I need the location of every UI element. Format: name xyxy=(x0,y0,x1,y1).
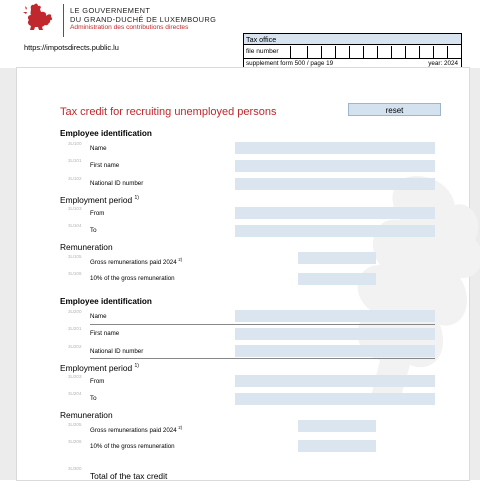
national-id-field[interactable] xyxy=(235,178,435,190)
from-date-field[interactable] xyxy=(235,207,435,219)
file-number-cell[interactable] xyxy=(447,46,461,58)
name-field[interactable] xyxy=(235,310,435,322)
gross-remuneration-label xyxy=(90,425,182,434)
field-code: 3U106 xyxy=(68,271,82,276)
name-label: Name xyxy=(90,145,107,152)
from-label: From xyxy=(90,210,105,217)
separator-line xyxy=(90,358,435,359)
remuneration-heading: Remuneration xyxy=(60,242,113,252)
file-number-cell[interactable] xyxy=(290,46,307,58)
file-number-cell[interactable] xyxy=(377,46,391,58)
field-code: 3U204 xyxy=(68,391,82,396)
file-number-cell[interactable] xyxy=(433,46,447,58)
footnote-marker: 2) xyxy=(178,425,183,430)
separator-line xyxy=(90,324,435,325)
year-label: year: 2024 xyxy=(428,60,458,67)
field-code: 3U201 xyxy=(68,326,82,331)
header-divider xyxy=(63,4,64,37)
reset-button[interactable]: reset xyxy=(348,103,441,116)
file-number-cell[interactable] xyxy=(335,46,349,58)
ten-percent-field[interactable] xyxy=(298,440,376,452)
tax-office-label: Tax office xyxy=(244,34,461,45)
first-name-field[interactable] xyxy=(235,328,435,340)
tax-office-box xyxy=(243,33,462,70)
supplement-label: supplement form 500 / page 19 xyxy=(246,60,334,67)
employment-period-text: Employment period xyxy=(60,195,133,205)
field-code: 3U100 xyxy=(68,141,82,146)
field-code: 3U203 xyxy=(68,374,82,379)
footnote-marker: 1) xyxy=(134,195,139,202)
employment-period-text: Employment period xyxy=(60,363,133,373)
national-id-label: National ID number xyxy=(90,180,144,187)
from-date-field[interactable] xyxy=(235,375,435,387)
name-field[interactable] xyxy=(235,142,435,154)
ten-percent-field[interactable] xyxy=(298,273,376,285)
luxembourg-lion-logo xyxy=(22,3,54,31)
file-number-cell[interactable] xyxy=(307,46,321,58)
national-id-field[interactable] xyxy=(235,345,435,357)
gross-remuneration-text: Gross remunerations paid 2024 xyxy=(90,259,177,267)
ten-percent-label: 10% of the gross remuneration xyxy=(90,275,175,282)
from-label: From xyxy=(90,378,105,385)
field-code: 3U206 xyxy=(68,439,82,444)
first-name-label: First name xyxy=(90,162,120,169)
field-code: 3U101 xyxy=(68,158,82,163)
first-name-label: First name xyxy=(90,330,120,337)
government-line-2: DU GRAND-DUCHÉ DE LUXEMBOURG xyxy=(70,15,217,24)
national-id-label: National ID number xyxy=(90,348,144,355)
file-number-cell[interactable] xyxy=(391,46,405,58)
file-number-cell[interactable] xyxy=(419,46,433,58)
file-number-label: file number xyxy=(246,48,279,55)
to-date-field[interactable] xyxy=(235,393,435,405)
gross-remuneration-field[interactable] xyxy=(298,252,376,264)
field-code: 3U202 xyxy=(68,344,82,349)
field-code: 3U104 xyxy=(68,223,82,228)
field-code: 3U205 xyxy=(68,422,82,427)
first-name-field[interactable] xyxy=(235,160,435,172)
file-number-cell[interactable] xyxy=(321,46,335,58)
employment-period-heading xyxy=(60,363,139,373)
name-label: Name xyxy=(90,313,107,320)
employee-identification-heading: Employee identification xyxy=(60,297,152,306)
to-date-field[interactable] xyxy=(235,225,435,237)
field-code: 3U103 xyxy=(68,206,82,211)
to-label: To xyxy=(90,227,97,234)
site-url-link[interactable]: https://impotsdirects.public.lu xyxy=(24,43,119,52)
lion-watermark xyxy=(340,160,480,410)
file-number-cell[interactable] xyxy=(405,46,419,58)
government-line-1: LE GOUVERNEMENT xyxy=(70,6,151,15)
ten-percent-label: 10% of the gross remuneration xyxy=(90,443,175,450)
employment-period-heading xyxy=(60,195,139,205)
file-number-row xyxy=(244,46,461,59)
to-label: To xyxy=(90,395,97,402)
administration-name: Administration des contributions directes xyxy=(70,24,189,31)
total-tax-credit-label: Total of the tax credit xyxy=(90,471,168,481)
remuneration-heading: Remuneration xyxy=(60,410,113,420)
field-code: 3U300 xyxy=(68,466,82,471)
footnote-marker: 1) xyxy=(134,363,139,370)
footnote-marker: 2) xyxy=(178,257,183,262)
field-code: 3U105 xyxy=(68,254,82,259)
gross-remuneration-label xyxy=(90,257,182,266)
field-code: 3U102 xyxy=(68,176,82,181)
file-number-cell[interactable] xyxy=(363,46,377,58)
file-number-cell[interactable] xyxy=(349,46,363,58)
gross-remuneration-field[interactable] xyxy=(298,420,376,432)
gross-remuneration-text: Gross remunerations paid 2024 xyxy=(90,427,177,435)
form-title: Tax credit for recruiting unemployed persons xyxy=(60,106,277,118)
employee-identification-heading: Employee identification xyxy=(60,129,152,138)
field-code: 3U200 xyxy=(68,309,82,314)
